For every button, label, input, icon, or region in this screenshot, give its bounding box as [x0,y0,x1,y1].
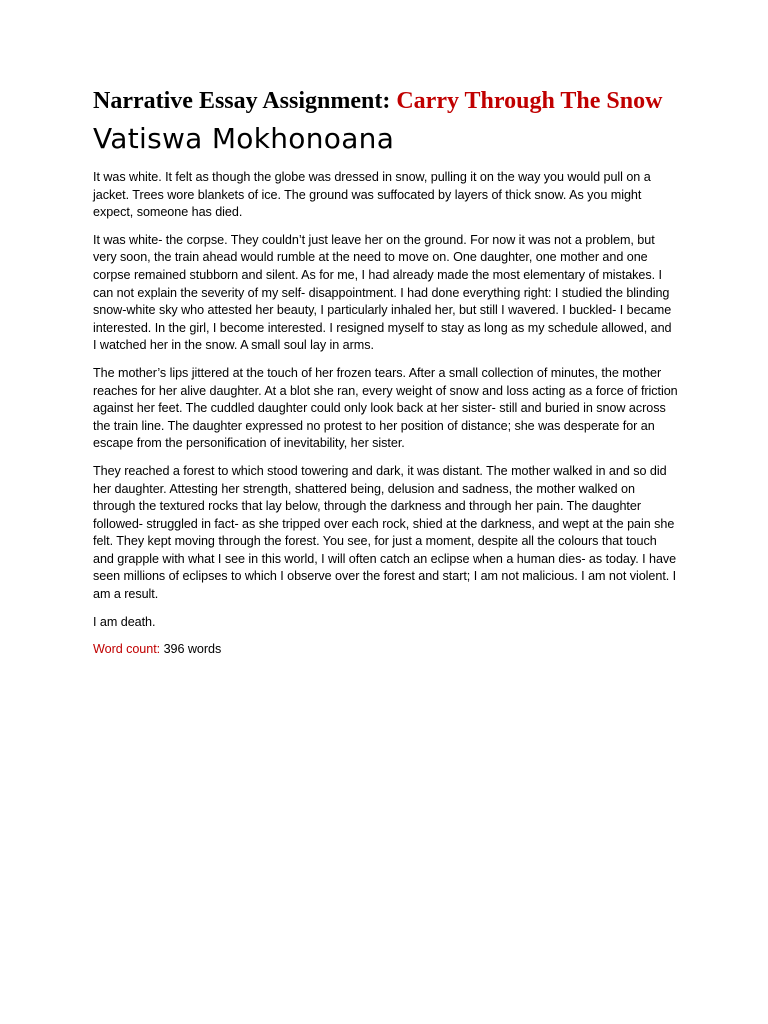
word-count [93,641,678,659]
paragraph-3: The mother’s lips jittered at the touch of her frozen tears. After a small collection of minutes, the mother reaches for her alive daughter. At a blot she ran, every weight of snow and loss acting as a force of friction against her feet. The cuddled daughter could only look back at her sister- still and buried in snow across the train line. The daughter expressed no protest to her position of distance; she was desperate for an escape from the personification of inevitability, her sister. [93,365,678,451]
document-page [93,86,678,669]
word-count-label: Word count: [93,642,161,657]
paragraph-4: They reached a forest to which stood towering and dark, it was distant. The mother walked in and so did her daughter. Attesting her strength, shattered being, delusion and sadness, the mother walked on through the textured rocks that lay below, through the darkness and through her pain. The daughter followed- struggled in fact- as she tripped over each rock, shied at the darkness, and wept at the pain she felt. They kept moving through the forest. You see, for just a moment, despite all the colours that touch and grapple with what I see in this world, I will often catch an eclipse when a human dies- as today. I have seen millions of eclipses to which I observe over the forest and start; I am not malicious. I am not violent. I am a result. [93,463,677,602]
title-prefix: Narrative Essay Assignment: [93,88,397,114]
paragraph-2: It was white- the corpse. They couldn’t just leave her on the ground. For now it was not a problem, but very soon, the train ahead would rumble at the need to move on. One daughter, one mother and one corpse remained stubborn and silent. As for me, I had already made the most elementary of mistakes. I can not explain the severity of my self- disappointment. I had done everything right: I studied the blinding snow-white sky who attested her beauty, I particularly inhaled her, but still I wavered. I buckled- I became interested. In the girl, I become interested. I resigned myself to stay as long as my schedule allowed, and I watched her in the snow. A small soul lay in arms. [93,232,672,353]
paragraph-5: I am death. [93,614,156,629]
title-accent: Carry Through The Snow [396,88,663,114]
word-count-value: 396 words [160,642,222,657]
author-name: Vatiswa Mokhonoana [93,122,395,155]
essay-title [93,86,678,116]
paragraph-1: It was white. It felt as though the globe was dressed in snow, pulling it on the way you would pull on a jacket. Trees wore blankets of ice. The ground was suffocated by layers of thick snow. As you might expect, someone has died. [93,170,651,220]
